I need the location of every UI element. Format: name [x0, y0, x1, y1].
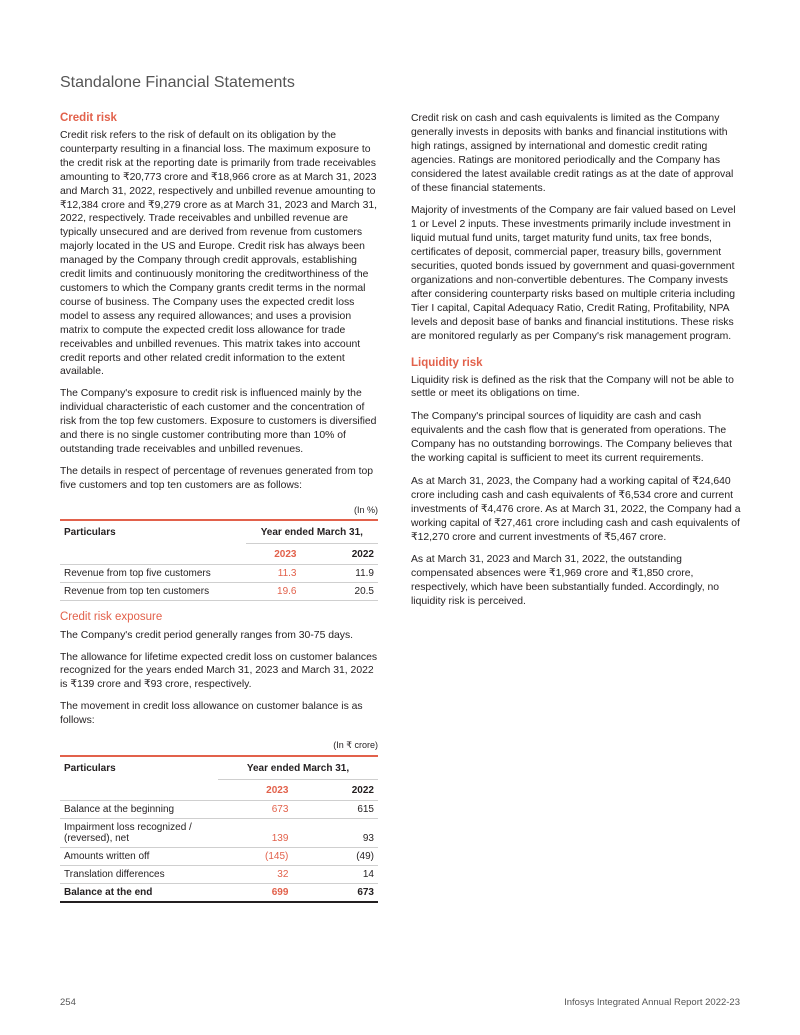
value-2022: 14 [328, 866, 378, 884]
table2-blank-header [60, 780, 218, 801]
value-2023: (145) [218, 848, 328, 866]
value-2023: 19.6 [246, 582, 337, 600]
row-label: Revenue from top ten customers [60, 582, 246, 600]
table-row [60, 848, 378, 866]
table-row [60, 564, 378, 582]
credit-exposure-paragraph-1: The Company's credit period generally ranges from 30-75 days. [60, 629, 354, 641]
table-total-row [60, 884, 378, 903]
page-number: 254 [60, 997, 76, 1008]
value-2023: 11.3 [246, 564, 337, 582]
credit-risk-heading: Credit risk [60, 112, 117, 124]
table2-unit: (In ₹ crore) [333, 740, 378, 751]
row-label: Amounts written off [60, 848, 218, 866]
liquidity-paragraph-4: As at March 31, 2023 and March 31, 2022, the outstanding compensated absences were ₹1,969 crore and ₹1,850 crore, respectively, which have been substantially funded. Accordingly, no liquidity risk is perceived. [411, 554, 720, 608]
total-2023: 699 [218, 884, 328, 903]
cash-equivalents-paragraph: Credit risk on cash and cash equivalents is limited as the Company generally invests in deposits with banks and financial institutions with high ratings, assigned by international and domestic credit rating agencies. Ratings are monitored periodically and the Company has considered the latest available credit ratings as at the date of approval of these financial statements. [411, 113, 734, 194]
total-label: Balance at the end [60, 884, 218, 903]
table2-particulars-header: Particulars [60, 756, 218, 780]
table1-blank-header [60, 543, 246, 564]
row-label: Translation differences [60, 866, 218, 884]
table-row [60, 866, 378, 884]
table2-year-group-header: Year ended March 31, [218, 756, 378, 780]
left-column [60, 112, 378, 903]
page-title: Standalone Financial Statements [60, 74, 295, 91]
credit-exposure-paragraph-3: The movement in credit loss allowance on customer balance is as follows: [60, 701, 363, 727]
value-2022: 615 [328, 801, 378, 819]
credit-risk-paragraph-3: The details in respect of percentage of revenues generated from top five customers and top ten customers are as follows: [60, 465, 374, 491]
value-2023: 139 [218, 819, 328, 848]
table1-particulars-header: Particulars [60, 520, 246, 544]
investments-paragraph: Majority of investments of the Company are fair valued based on Level 1 or Level 2 inputs. These investments primarily include investment in liquid mutual fund units, target maturity fund units, tax free bonds, certificates of deposit, commercial paper, treasury bills, government securities, quoted bonds issued by government and quasi-government organizations and non-convertible debentures. The Company invests after considering counterparty risks based on multiple criteria including Tier I capital, Capital Adequacy Ratio, Credit Rating, Profitability, NPA levels and deposit base of banks and financial institutions. These risks are monitored regularly as per Company's risk management program. [411, 205, 736, 342]
liquidity-risk-heading: Liquidity risk [411, 356, 483, 369]
total-2022: 673 [328, 884, 378, 903]
table1-unit: (In %) [353, 504, 378, 515]
value-2023: 673 [218, 801, 328, 819]
row-label: Revenue from top five customers [60, 564, 246, 582]
credit-risk-paragraph-2: The Company's exposure to credit risk is influenced mainly by the individual characteristic of each customer and the concentration of risk from the top few customers. Exposure to customers is diversified and there is no single customer contributing more than 10% of outstanding trade receivables and unbilled revenues. [60, 388, 377, 455]
report-name: Infosys Integrated Annual Report 2022-23 [564, 997, 740, 1008]
table2-year-prior: 2022 [328, 780, 378, 801]
value-2023: 32 [218, 866, 328, 884]
row-label: Balance at the beginning [60, 801, 218, 819]
credit-exposure-paragraph-2: The allowance for lifetime expected credit loss on customer balances recognized for the years ended March 31, 2023 and March 31, 2022 is ₹139 crore and ₹93 crore, respectively. [60, 651, 378, 691]
liquidity-paragraph-1: Liquidity risk is defined as the risk that the Company will not be able to settle or meet its obligations on time. [411, 374, 734, 400]
top-customers-table [60, 519, 378, 601]
liquidity-paragraph-3: As at March 31, 2023, the Company had a working capital of ₹24,640 crore including cash and cash equivalents of ₹6,534 crore and current investments of ₹4,476 crore. As at March 31, 2022, the Company had a working capital of ₹27,461 crore including cash and cash equivalents of ₹12,270 crore and current investments of ₹5,467 crore. [411, 475, 741, 543]
credit-risk-exposure-heading: Credit risk exposure [60, 610, 163, 623]
liquidity-paragraph-2: The Company's principal sources of liquidity are cash and cash equivalents and the cash flow that is generated from operations. The Company has no outstanding borrowings. The Company believes that the working capital is sufficient to meet its current requirements. [411, 411, 732, 465]
right-column [411, 112, 741, 618]
credit-risk-paragraph-1: Credit risk refers to the risk of default on its obligation by the counterparty resulting in a financial loss. The maximum exposure to the credit risk at the reporting date is primarily from trade receivables amounting to ₹20,773 crore and ₹18,966 crore as at March 31, 2023 and March 31, 2022, respectively and unbilled revenue amounting to ₹12,384 crore and ₹9,279 crore as at March 31, 2023 and March 31, 2022, respectively. Trade receivables and unbilled revenue are typically unsecured and are derived from revenue from customers majorly located in the US and Europe. Credit risk has always been managed by the Company through credit approvals, establishing credit limits and continuously monitoring the creditworthiness of the customers to which the Company grants credit terms in the normal course of business. The Company uses the expected credit loss model to assess any required allowances; and uses a provision matrix to compute the expected credit loss allowance for trade receivables and unbilled revenues. This matrix takes into account credit reports and other related credit information to the extent available. [60, 130, 378, 378]
table-row [60, 801, 378, 819]
row-label: Impairment loss recognized / (reversed), net [60, 819, 218, 848]
table1-year-prior: 2022 [336, 543, 378, 564]
credit-loss-allowance-table [60, 755, 378, 903]
table1-year-current: 2023 [246, 543, 337, 564]
value-2022: 93 [328, 819, 378, 848]
value-2022: (49) [328, 848, 378, 866]
table-row [60, 582, 378, 600]
table1-year-group-header: Year ended March 31, [246, 520, 378, 544]
value-2022: 11.9 [336, 564, 378, 582]
table-row [60, 819, 378, 848]
value-2022: 20.5 [336, 582, 378, 600]
table2-year-current: 2023 [218, 780, 328, 801]
